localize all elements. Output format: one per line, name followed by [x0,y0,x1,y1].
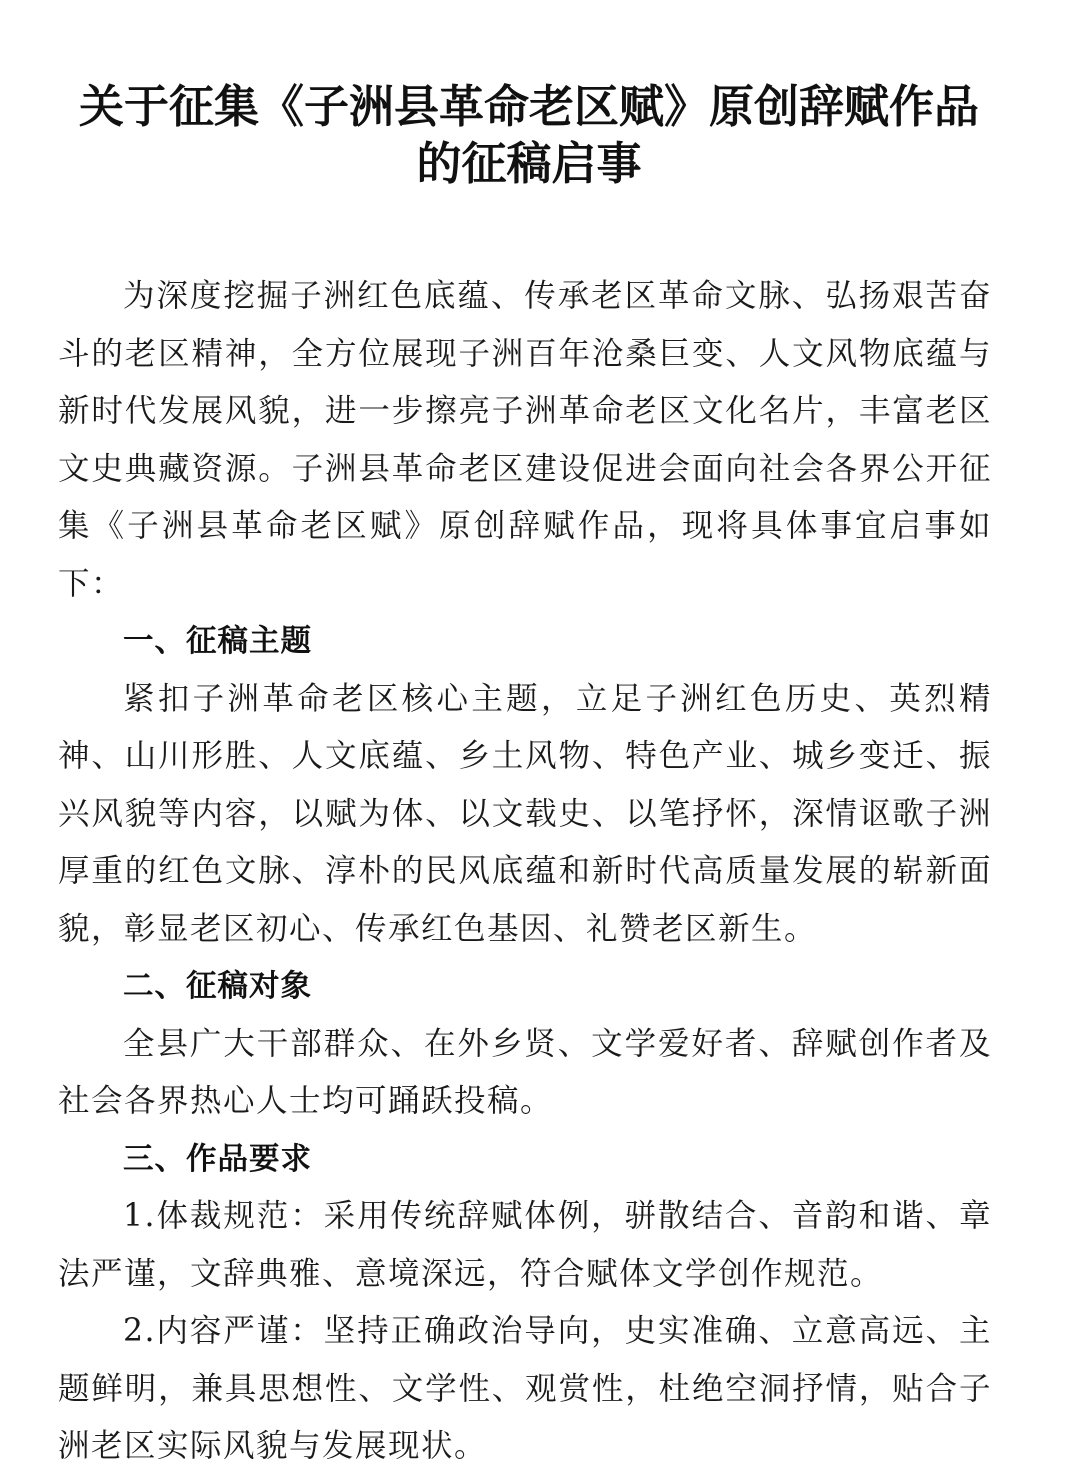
document-title [58,78,992,192]
requirement-item-content: 2.内容严谨：坚持正确政治导向，史实准确、立意高远、主题鲜明，兼具思想性、文学性、观赏性，杜绝空洞抒情，贴合子洲老区实际风貌与发展现状。 [58,1313,992,1464]
section-paragraph-theme: 紧扣子洲革命老区核心主题，立足子洲红色历史、英烈精神、山川形胜、人文底蕴、乡土风物、特色产业、城乡变迁、振兴风貌等内容，以赋为体、以文载史、以笔抒怀，深情讴歌子洲厚重的红色文脉、淳朴的民风底蕴和新时代高质量发展的崭新面貌，彰显老区初心、传承红色基因、礼赞老区新生。 [58,680,992,947]
section-heading-theme: 一、征稿主题 [123,624,312,659]
intro-paragraph: 为深度挖掘子洲红色底蕴、传承老区革命文脉、弘扬艰苦奋斗的老区精神，全方位展现子洲百年沧桑巨变、人文风物底蕴与新时代发展风貌，进一步擦亮子洲革命老区文化名片，丰富老区文史典藏资源。子洲县革命老区建设促进会面向社会各界公开征集《子洲县革命老区赋》原创辞赋作品，现将具体事宜启事如下： [58,278,992,602]
title-line-1: 关于征集《子洲县革命老区赋》原创辞赋作品 [78,80,979,133]
section-paragraph-audience: 全县广大干部群众、在外乡贤、文学爱好者、辞赋创作者及社会各界热心人士均可踊跃投稿。 [58,1025,992,1119]
document-body [58,268,992,1476]
section-heading-audience: 二、征稿对象 [123,969,312,1004]
requirement-item-genre: 1.体裁规范：采用传统辞赋体例，骈散结合、音韵和谐、章法严谨，文辞典雅、意境深远，符合赋体文学创作规范。 [58,1198,992,1292]
section-heading-requirements: 三、作品要求 [123,1141,312,1177]
title-line-2: 的征稿启事 [416,137,642,190]
